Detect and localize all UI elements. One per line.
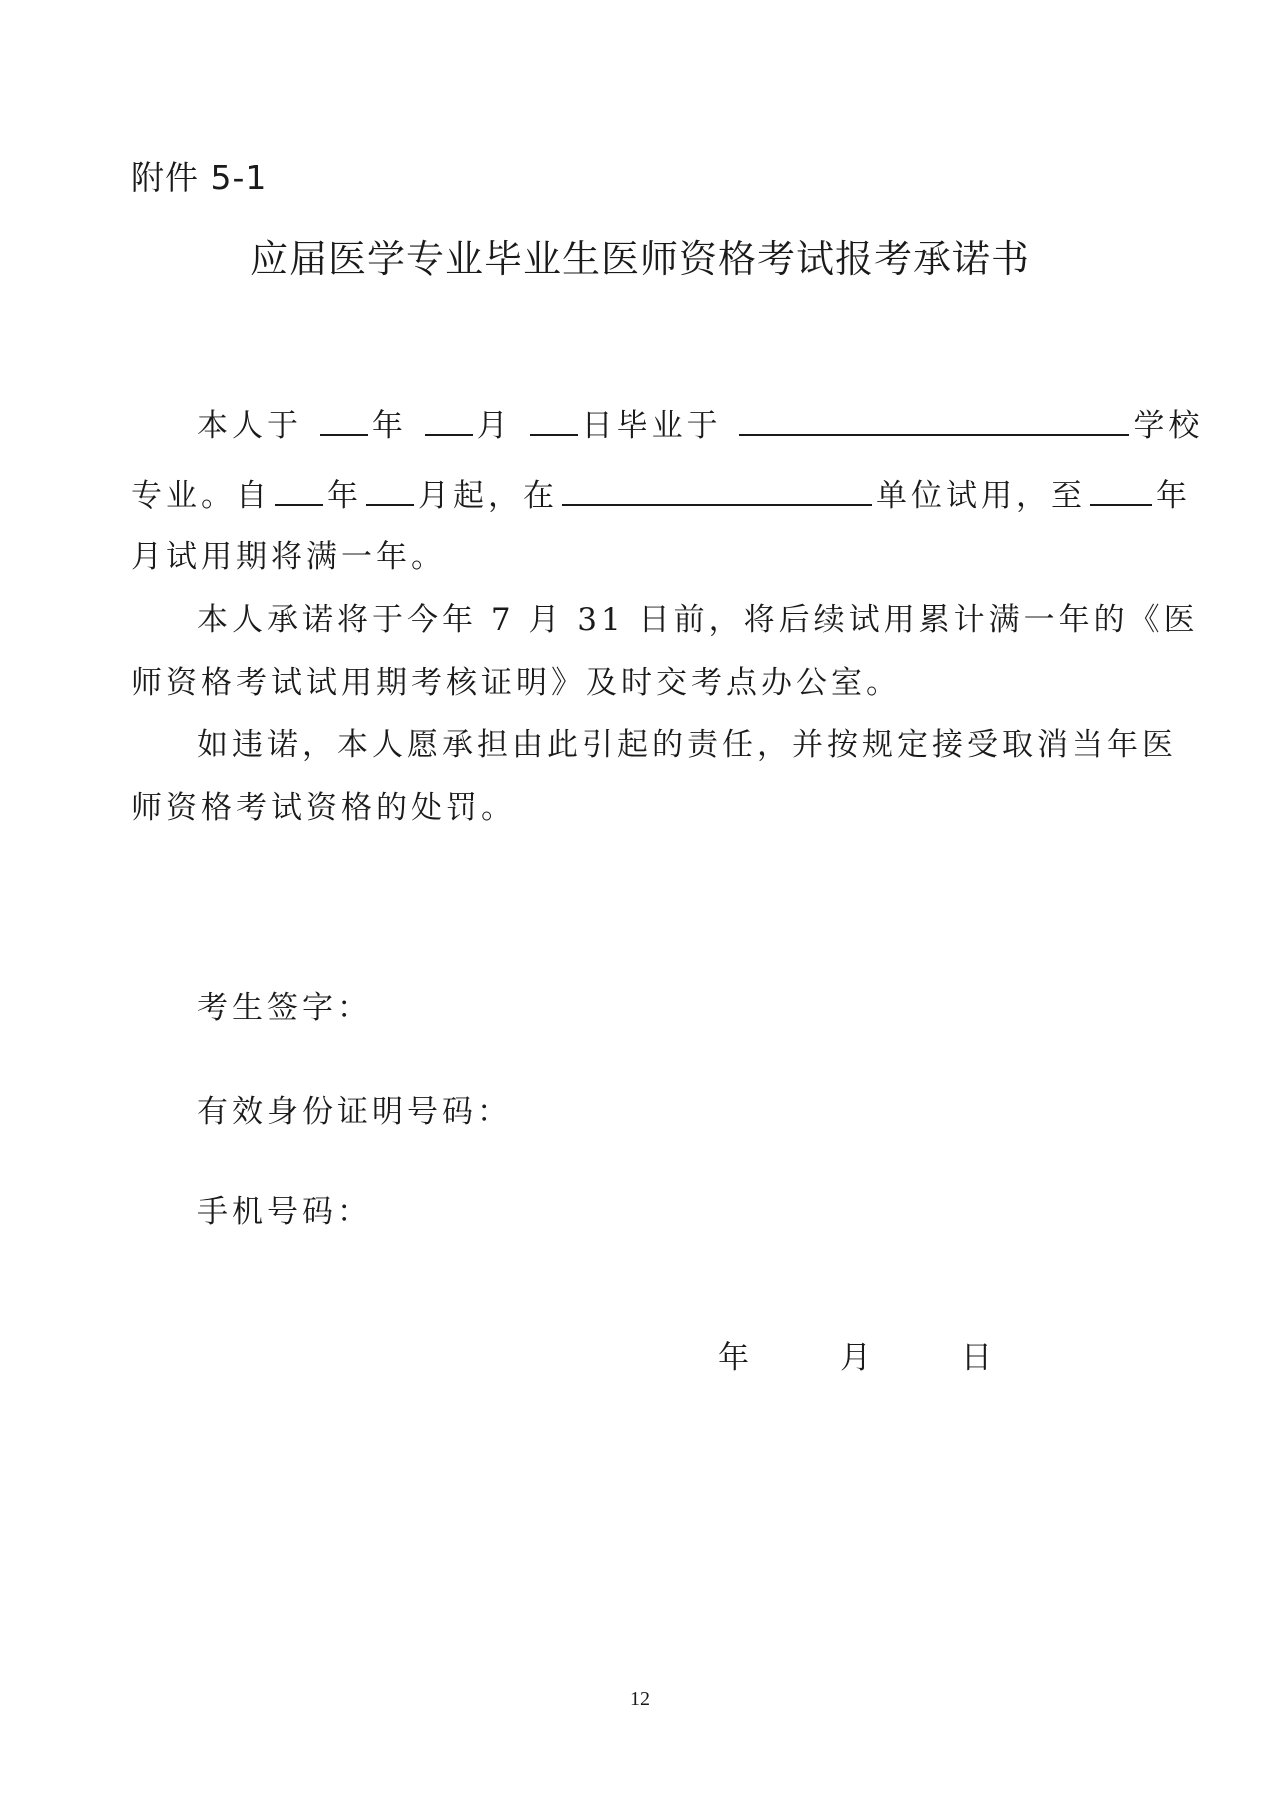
text-segment: 学校 (1133, 408, 1204, 444)
text-segment: 单位试用，至 (876, 478, 1086, 514)
date-day-label: 日 (961, 1340, 992, 1376)
blank-year[interactable] (320, 400, 368, 436)
blank-unit[interactable] (562, 470, 872, 506)
text-segment: 月 (476, 408, 512, 444)
para1-line2 (131, 470, 1191, 521)
page-number: 12 (630, 1688, 650, 1710)
text-segment: 日毕业于 (581, 408, 722, 444)
document-title: 应届医学专业毕业生医师资格考试报考承诺书 (249, 237, 1030, 281)
text-segment: 年 (1156, 478, 1191, 514)
para3-line2: 师资格考试资格的处罚。 (131, 790, 516, 826)
text-segment: 本人于 (197, 408, 302, 444)
date-year-label: 年 (718, 1340, 749, 1376)
para1-line1 (131, 400, 1204, 451)
blank-month[interactable] (425, 400, 473, 436)
text-segment: 如违诺，本人愿承担由此引起的责任，并按规定接受取消当年医 (197, 727, 1177, 763)
blank-end-year[interactable] (1090, 470, 1152, 506)
text-segment: 月起，在 (418, 478, 558, 514)
blank-school[interactable] (739, 400, 1129, 436)
blank-day[interactable] (530, 400, 578, 436)
phone-label: 手机号码： (197, 1194, 372, 1230)
text-segment: 本人承诺将于今年 7 月 31 日前，将后续试用累计满一年的《医 (197, 602, 1199, 638)
date-month-label: 月 (840, 1340, 871, 1376)
text-segment: 年 (371, 408, 407, 444)
attachment-label: 附件 5-1 (131, 158, 268, 197)
text-segment: 专业。自 (131, 478, 271, 514)
para1-line3: 月试用期将满一年。 (131, 539, 446, 575)
id-number-label: 有效身份证明号码： (197, 1094, 512, 1130)
signature-label: 考生签字： (197, 990, 372, 1026)
blank-start-year[interactable] (275, 470, 323, 506)
para2-line1 (131, 595, 1199, 645)
text-segment: 年 (327, 478, 362, 514)
blank-start-month[interactable] (366, 470, 414, 506)
para2-line2: 师资格考试试用期考核证明》及时交考点办公室。 (131, 665, 901, 701)
para3-line1 (131, 720, 1177, 770)
